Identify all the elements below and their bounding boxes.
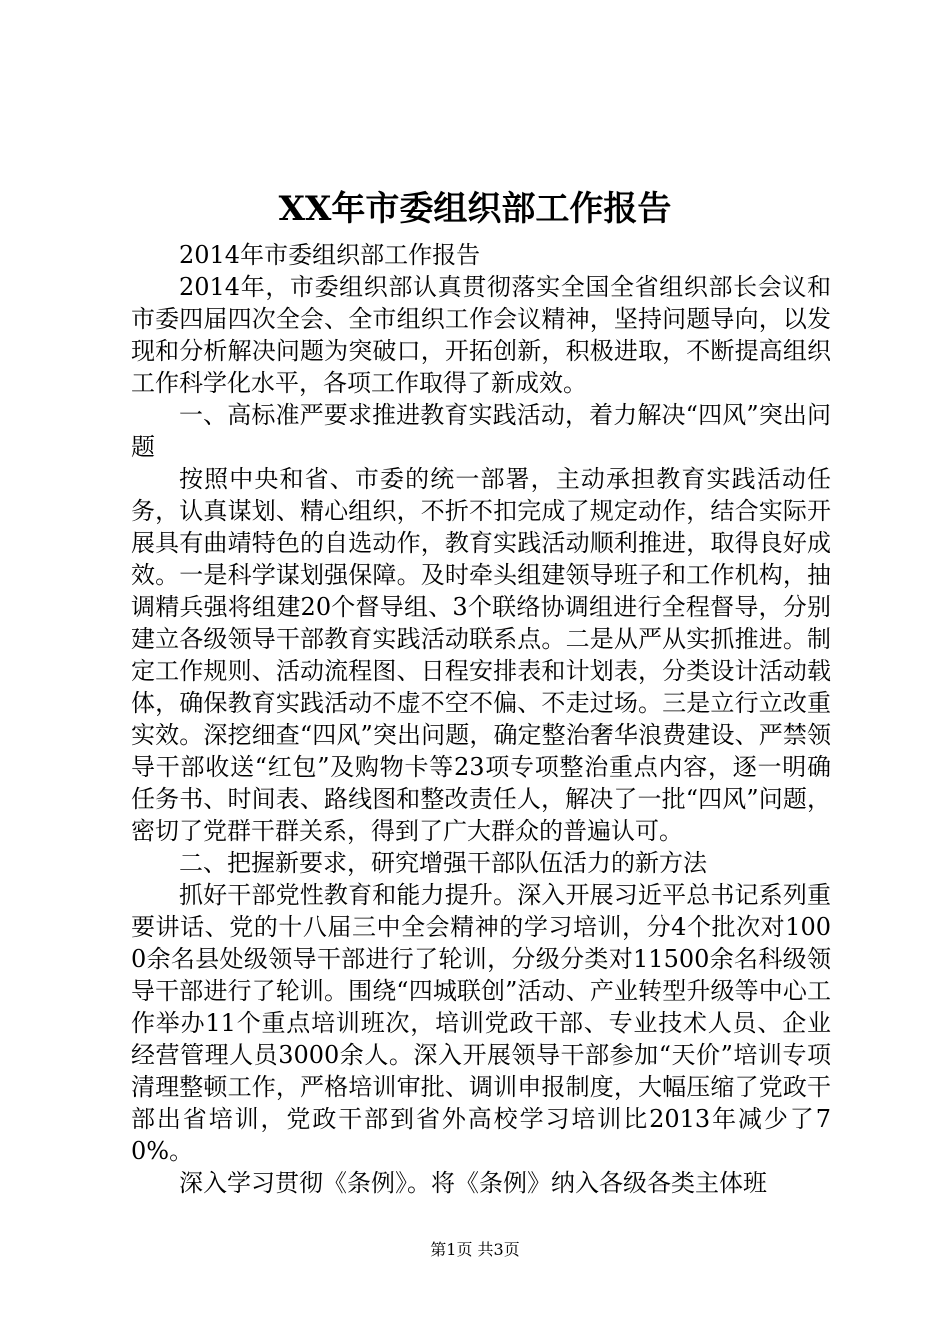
section-2-paragraph-continued: 深入学习贯彻《条例》。将《条例》纳入各级各类主体班 [179, 1169, 767, 1197]
page-number-footer: 第1页 共3页 [430, 1240, 520, 1259]
section-heading-2: 二、把握新要求，研究增强干部队伍活力的新方法 [179, 849, 707, 877]
intro-paragraph: 2014年，市委组织部认真贯彻落实全国全省组织部长会议和市委四届四次全会、全市组织工作会议精神，坚持问题导向，以发现和分析解决问题为突破口，开拓创新，积极进取，不断提高组织工作科学化水平，各项工作取得了新成效。 [131, 273, 831, 397]
section-heading-1: 一、高标准严要求推进教育实践活动，着力解决“四风”突出问题 [131, 401, 831, 461]
document-title: XX年市委组织部工作报告 [278, 189, 672, 229]
section-1-paragraph: 按照中央和省、市委的统一部署，主动承担教育实践活动任务，认真谋划、精心组织，不折不扣完成了规定动作，结合实际开展具有曲靖特色的自选动作，教育实践活动顺利推进，取得良好成效。一是科学谋划强保障。及时牵头组建领导班子和工作机构，抽调精兵强将组建20个督导组、3个联络协调组进行全程督导，分别建立各级领导干部教育实践活动联系点。二是从严从实抓推进。制定工作规则、活动流程图、日程安排表和计划表，分类设计活动载体，确保教育实践活动不虚不空不偏、不走过场。三是立行立改重实效。深挖细查“四风”突出问题，确定整治奢华浪费建设、严禁领导干部收送“红包”及购物卡等23项专项整治重点内容，逐一明确任务书、时间表、路线图和整改责任人，解决了一批“四风”问题，密切了党群干群关系，得到了广大群众的普遍认可。 [131, 465, 831, 845]
document-body [131, 239, 831, 1199]
section-2-paragraph: 抓好干部党性教育和能力提升。深入开展习近平总书记系列重要讲话、党的十八届三中全会精神的学习培训，分4个批次对1000余名县处级领导干部进行了轮训，分级分类对11500余名科级领导干部进行了轮训。围绕“四城联创”活动、产业转型升级等中心工作举办11个重点培训班次，培训党政干部、专业技术人员、企业经营管理人员3000余人。深入开展领导干部参加“天价”培训专项清理整顿工作，严格培训审批、调训申报制度，大幅压缩了党政干部出省培训，党政干部到省外高校学习培训比2013年减少了70%。 [131, 881, 831, 1165]
subtitle-paragraph: 2014年市委组织部工作报告 [179, 241, 481, 269]
